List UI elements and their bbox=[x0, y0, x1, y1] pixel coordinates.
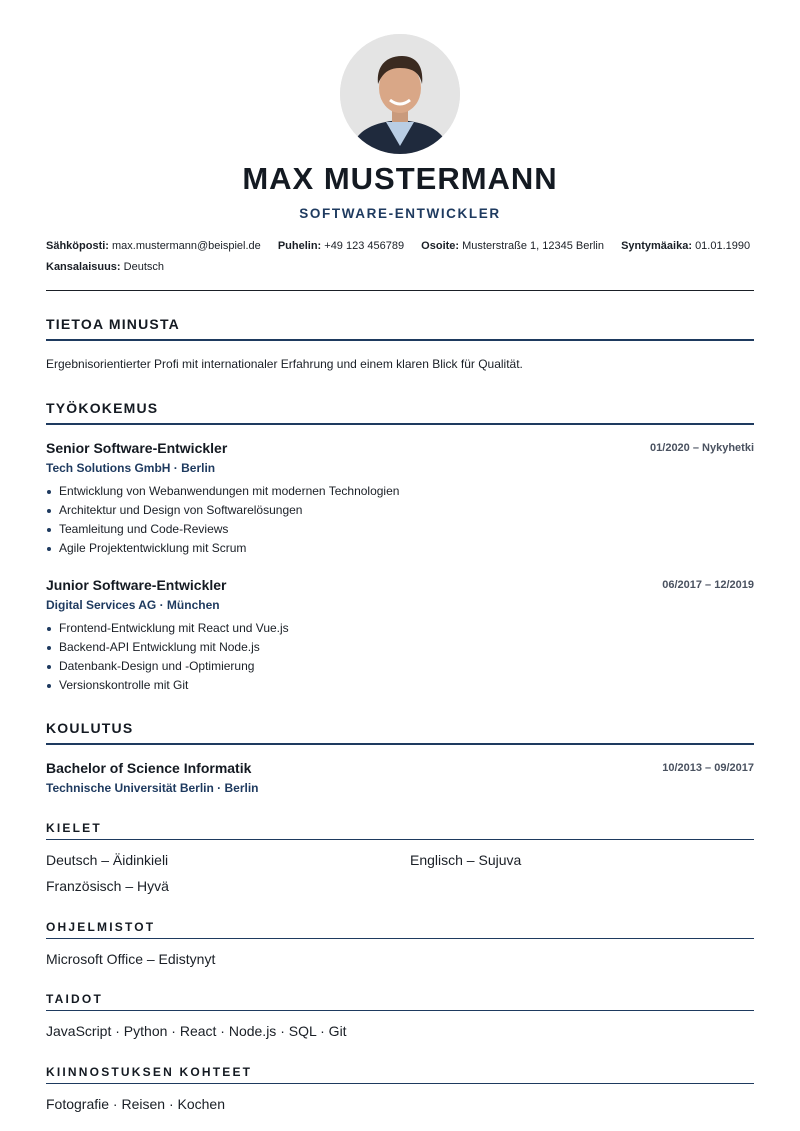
list-item: Datenbank-Design und -Optimierung bbox=[46, 657, 289, 676]
email-label: Sähköposti: bbox=[46, 240, 109, 252]
nationality-value: Deutsch bbox=[123, 261, 165, 273]
language-item: Deutsch – Äidinkieli bbox=[46, 852, 169, 868]
job-bullet-list bbox=[46, 482, 399, 558]
person-portrait-icon bbox=[340, 34, 460, 154]
contact-birth bbox=[621, 240, 750, 252]
job-title: Junior Software-Entwickler bbox=[46, 577, 227, 593]
job-date: 06/2017 – 12/2019 bbox=[662, 579, 754, 591]
birth-label: Syntymäaika: bbox=[621, 240, 692, 252]
language-item: Französisch – Hyvä bbox=[46, 878, 169, 894]
phone-label: Puhelin: bbox=[277, 240, 322, 252]
software-text: Microsoft Office – Edistynyt bbox=[46, 951, 216, 967]
list-item: Agile Projektentwicklung mit Scrum bbox=[46, 539, 399, 558]
list-item: Backend-API Entwicklung mit Node.js bbox=[46, 638, 289, 657]
section-title-about: TIETOA MINUSTA bbox=[46, 316, 180, 332]
degree-institution: Technische Universität Berlin · Berlin bbox=[46, 781, 259, 795]
list-item: Entwicklung von Webanwendungen mit modernen Technologien bbox=[46, 482, 399, 501]
section-title-languages: KIELET bbox=[46, 821, 102, 835]
list-item: Architektur und Design von Softwarelösungen bbox=[46, 501, 399, 520]
interests-text: Fotografie · Reisen · Kochen bbox=[46, 1096, 225, 1112]
section-title-software: OHJELMISTOT bbox=[46, 920, 156, 934]
about-text: Ergebnisorientierter Profi mit internationaler Erfahrung und einem klaren Blick für Qualität. bbox=[46, 357, 523, 371]
section-rule-about bbox=[46, 339, 754, 341]
job-organization: Tech Solutions GmbH · Berlin bbox=[46, 461, 216, 475]
phone-value: +49 123 456789 bbox=[324, 240, 405, 252]
contact-line-2 bbox=[46, 261, 756, 273]
section-title-interests: KIINNOSTUKSEN KOHTEET bbox=[46, 1065, 253, 1079]
job-title: Senior Software-Entwickler bbox=[46, 440, 228, 456]
job-date: 01/2020 – Nykyhetki bbox=[650, 442, 754, 454]
header-divider bbox=[46, 290, 754, 291]
full-name: MAX MUSTERMANN bbox=[242, 161, 558, 196]
address-label: Osoite: bbox=[421, 240, 460, 252]
profile-photo bbox=[340, 34, 460, 154]
section-title-experience: TYÖKOKEMUS bbox=[46, 400, 159, 416]
contact-nationality bbox=[46, 261, 164, 273]
section-rule-skills bbox=[46, 1010, 754, 1011]
contact-address bbox=[421, 240, 604, 252]
section-rule-languages bbox=[46, 839, 754, 840]
section-title-education: KOULUTUS bbox=[46, 720, 134, 736]
nationality-label: Kansalaisuus: bbox=[46, 261, 121, 273]
section-rule-interests bbox=[46, 1083, 754, 1084]
skills-text: JavaScript · Python · React · Node.js · SQL · Git bbox=[46, 1023, 347, 1039]
contact-phone bbox=[278, 240, 404, 252]
list-item: Versionskontrolle mit Git bbox=[46, 676, 289, 695]
section-rule-education bbox=[46, 743, 754, 745]
list-item: Frontend-Entwicklung mit React und Vue.js bbox=[46, 619, 289, 638]
degree-title: Bachelor of Science Informatik bbox=[46, 760, 252, 776]
section-rule-experience bbox=[46, 423, 754, 425]
job-bullet-list bbox=[46, 619, 289, 695]
birth-value: 01.01.1990 bbox=[695, 240, 751, 252]
degree-date: 10/2013 – 09/2017 bbox=[662, 762, 754, 774]
job-role: SOFTWARE-ENTWICKLER bbox=[299, 206, 501, 221]
address-value: Musterstraße 1, 12345 Berlin bbox=[462, 240, 604, 252]
email-value: max.mustermann@beispiel.de bbox=[112, 240, 261, 252]
section-title-skills: TAIDOT bbox=[46, 992, 103, 1006]
job-organization: Digital Services AG · München bbox=[46, 598, 220, 612]
contact-line-1 bbox=[46, 240, 756, 252]
language-item: Englisch – Sujuva bbox=[410, 852, 522, 868]
contact-email bbox=[46, 240, 261, 252]
section-rule-software bbox=[46, 938, 754, 939]
list-item: Teamleitung und Code-Reviews bbox=[46, 520, 399, 539]
